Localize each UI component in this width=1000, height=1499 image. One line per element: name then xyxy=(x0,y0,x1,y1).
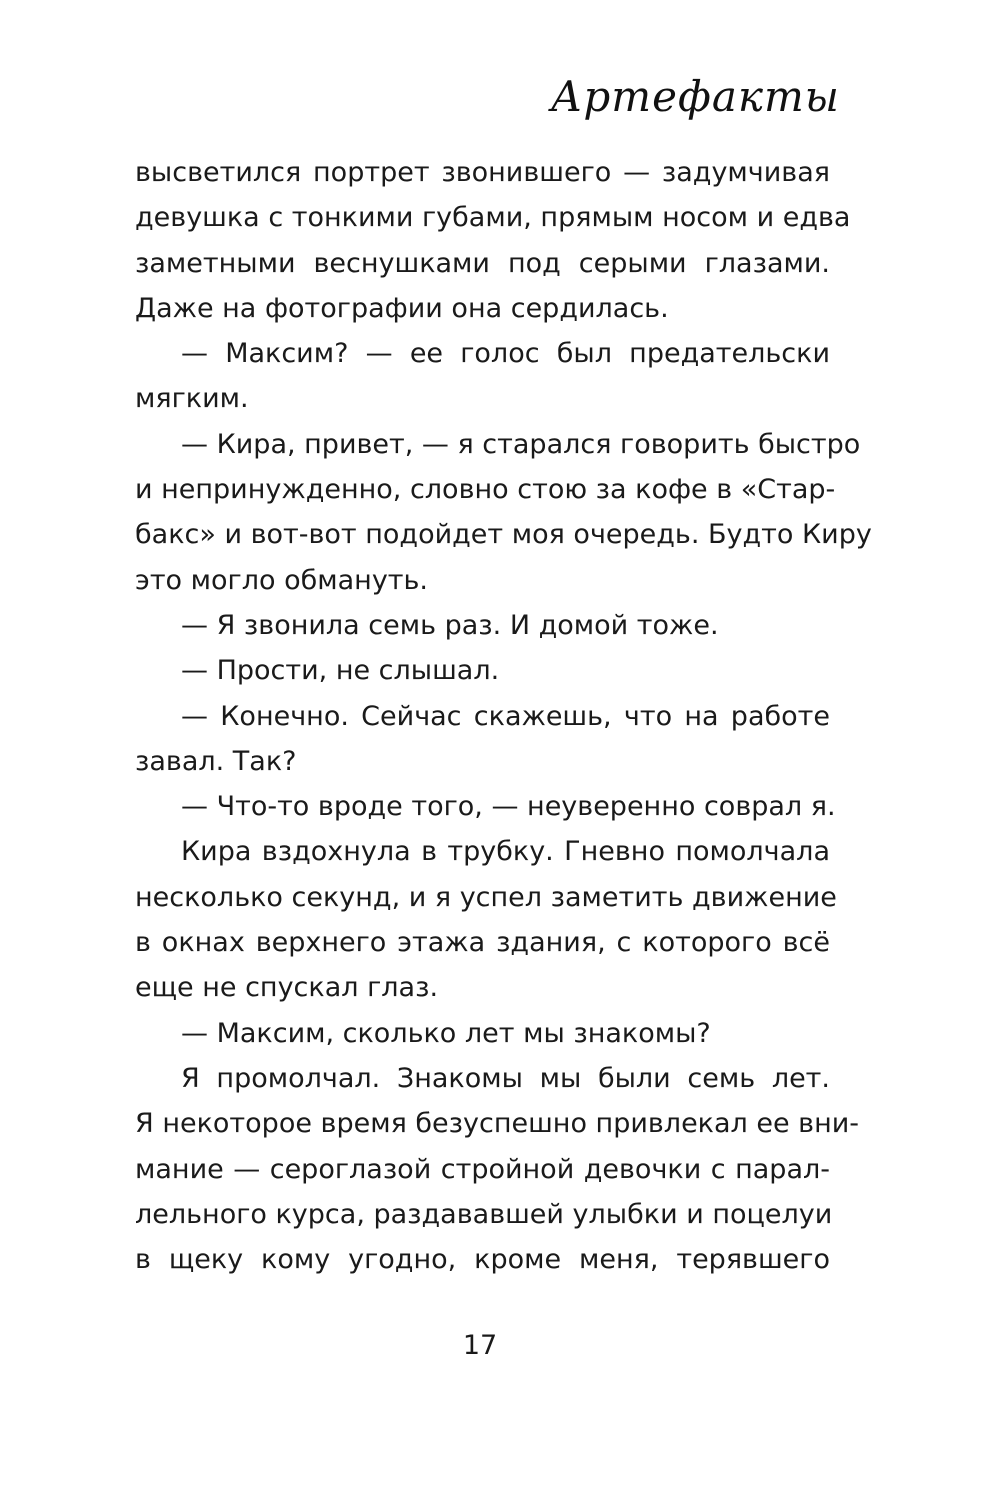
text-line: — Максим? — ее голос был предательски xyxy=(181,338,830,370)
text-line: — Прости, не слышал. xyxy=(181,655,500,687)
text-line: мание — сероглазой стройной девочки с парал- xyxy=(135,1153,830,1185)
text-line: еще не спускал глаз. xyxy=(135,972,439,1004)
text-line: в щеку кому угодно, кроме меня, терявшего xyxy=(135,1244,830,1276)
text-line: завал. Так? xyxy=(135,745,297,777)
body-text xyxy=(135,150,872,1282)
text-line: Я промолчал. Знакомы мы были семь лет. xyxy=(181,1062,830,1094)
text-line: лельного курса, раздававшей улыбки и поцелуи xyxy=(135,1198,833,1230)
text-line: высветился портрет звонившего — задумчивая xyxy=(135,157,830,188)
text-line: — Что-то вроде того, — неуверенно соврал я. xyxy=(181,791,836,823)
text-line: — Конечно. Сейчас скажешь, что на работе xyxy=(181,700,830,732)
text-line: — Я звонила семь раз. И домой тоже. xyxy=(181,609,719,641)
page-number: 17 xyxy=(462,1330,498,1361)
text-line: мягким. xyxy=(135,383,249,415)
text-line: в окнах верхнего этажа здания, с которого всё xyxy=(135,927,830,959)
text-line: Даже на фотографии она сердилась. xyxy=(135,292,669,324)
text-line: это могло обмануть. xyxy=(135,564,429,596)
text-line: заметными веснушками под серыми глазами. xyxy=(135,247,830,279)
text-line: и непринужденно, словно стою за кофе в «Стар- xyxy=(135,474,836,506)
text-line: бакс» и вот-вот подойдет моя очередь. Будто Киру xyxy=(135,519,872,551)
running-header-title: Артефакты xyxy=(550,72,840,121)
text-line: — Максим, сколько лет мы знакомы? xyxy=(181,1017,711,1049)
text-line: Я некоторое время безуспешно привлекал ее вни- xyxy=(135,1108,860,1140)
text-line: девушка с тонкими губами, прямым носом и едва xyxy=(135,202,851,234)
text-line: Кира вздохнула в трубку. Гневно помолчала xyxy=(181,836,830,868)
text-line: — Кира, привет, — я старался говорить быстро xyxy=(181,428,861,460)
text-line: несколько секунд, и я успел заметить движение xyxy=(135,881,837,913)
